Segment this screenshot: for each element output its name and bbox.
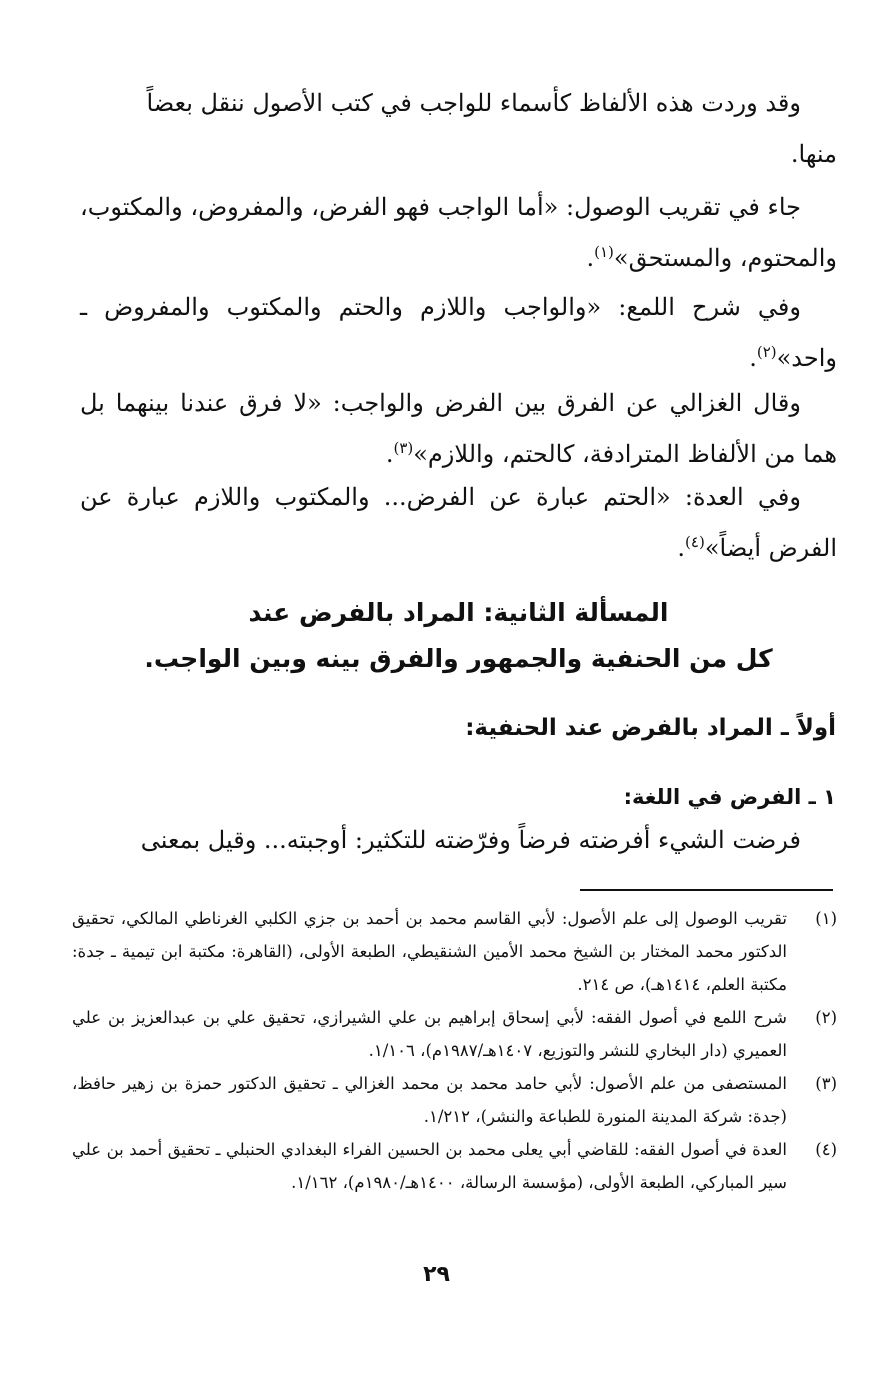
paragraph-5	[80, 472, 837, 574]
footnote-number: (١)	[815, 909, 837, 928]
paragraph-1	[80, 78, 837, 180]
sub-subheading: ١ ـ الفرض في اللغة:	[623, 785, 836, 809]
paragraph-2-end: .	[586, 244, 595, 272]
paragraph-1-line-2: منها.	[790, 140, 837, 168]
paragraph-4	[80, 378, 837, 480]
paragraph-2-text: جاء في تقريب الوصول: «أما الواجب فهو الفرض، والمفروض، والمكتوب، والمحتوم، والمستحق»	[80, 193, 837, 272]
footnote-number: (٢)	[815, 1008, 837, 1027]
footnote-text: شرح اللمع في أصول الفقه: لأبي إسحاق إبراهيم بن علي الشيرازي، تحقيق علي بن عبدالعزيز بن علي العميري (دار البخاري للنشر والتوزيع، ١٤٠٧هـ/١٩٨٧م)، ١/١٠٦.	[72, 1008, 787, 1060]
subheading: أولاً ـ المراد بالفرض عند الحنفية:	[465, 715, 836, 741]
footnote-1	[72, 902, 837, 1001]
footnote-separator	[580, 889, 833, 891]
paragraph-3-text: وفي شرح اللمع: «والواجب واللازم والحتم والمكتوب والمفروض ـ واحد»	[80, 293, 837, 372]
footnote-text: تقريب الوصول إلى علم الأصول: لأبي القاسم محمد بن أحمد بن جزي الكلبي الغرناطي المالكي، تحقيق الدكتور محمد المختار بن الشيخ محمد الأمين الشنقيطي، الطبعة الأولى، (القاهرة: مكتبة ابن تيمية ـ جدة: مكتبة العلم، ١٤١٤هـ)، ص ٢١٤.	[72, 909, 787, 994]
footnote-3	[72, 1067, 837, 1133]
paragraph-4-end: .	[385, 440, 394, 468]
footnote-ref-3: (٣)	[393, 439, 414, 457]
paragraph-5-end: .	[677, 534, 686, 562]
footnote-text: المستصفى من علم الأصول: لأبي حامد محمد بن محمد الغزالي ـ تحقيق الدكتور حمزة بن زهير حافظ، (جدة: شركة المدينة المنورة للطباعة والنشر)، ١/٢١٢.	[72, 1074, 787, 1126]
footnotes	[72, 902, 837, 1199]
paragraph-3-end: .	[749, 344, 757, 372]
footnote-ref-4: (٤)	[685, 533, 705, 551]
paragraph-2	[80, 182, 837, 284]
footnote-4	[72, 1133, 837, 1199]
page-number: ٢٩	[423, 1262, 450, 1287]
footnote-number: (٣)	[815, 1074, 837, 1093]
section-heading-line-2: كل من الحنفية والجمهور والفرق بينه وبين الواجب.	[144, 644, 773, 673]
section-heading-line-1: المسألة الثانية: المراد بالفرض عند	[248, 598, 669, 627]
paragraph-6-text: فرضت الشيء أفرضته فرضاً وفرّضته للتكثير: أوجبته... وقيل بمعنى	[140, 826, 801, 854]
paragraph-3	[80, 282, 837, 384]
paragraph-6	[80, 815, 837, 866]
paragraph-5-text: وفي العدة: «الحتم عبارة عن الفرض... والمكتوب واللازم عبارة عن الفرض أيضاً»	[80, 483, 837, 562]
footnote-ref-1: (١)	[594, 243, 614, 261]
paragraph-4-text: وقال الغزالي عن الفرق بين الفرض والواجب: «لا فرق عندنا بينهما بل هما من الألفاظ المترادفة، كالحتم، واللازم»	[80, 389, 837, 468]
footnote-ref-2: (٢)	[756, 343, 777, 361]
footnote-text: العدة في أصول الفقه: للقاضي أبي يعلى محمد بن الحسين الفراء البغدادي الحنبلي ـ تحقيق أحمد بن علي سير المباركي، الطبعة الأولى، (مؤسسة الرسالة، ١٤٠٠هـ/١٩٨٠م)، ١/١٦٢.	[72, 1140, 787, 1192]
footnote-number: (٤)	[815, 1140, 837, 1159]
footnote-2	[72, 1001, 837, 1067]
paragraph-1-line-1: وقد وردت هذه الألفاظ كأسماء للواجب في كتب الأصول ننقل بعضاً	[146, 89, 801, 117]
